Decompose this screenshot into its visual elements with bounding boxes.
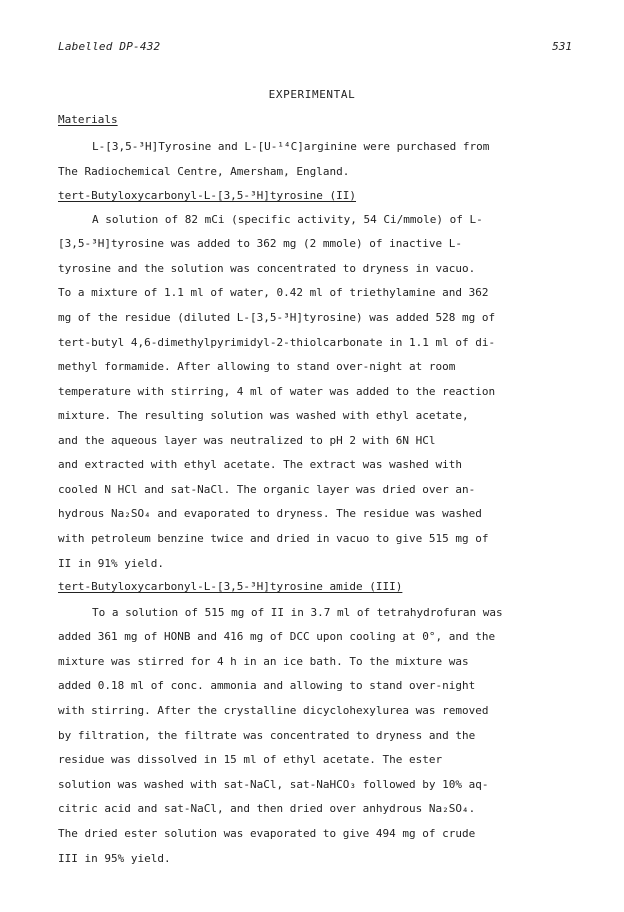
paragraph-line: by filtration, the filtrate was concentrated to dryness and the (58, 729, 476, 742)
paragraph-line: The dried ester solution was evaporated to give 494 mg of crude (58, 827, 476, 840)
materials-heading: Materials (58, 113, 118, 126)
paragraph-line: added 0.18 ml of conc. ammonia and allowing to stand over-night (58, 679, 476, 692)
paragraph-line: mixture. The resulting solution was washed with ethyl acetate, (58, 409, 469, 422)
section-title: EXPERIMENTAL (268, 88, 356, 101)
paragraph-line: hydrous Na₂SO₄ and evaporated to dryness. The residue was washed (58, 507, 482, 520)
page-number: 531 (552, 40, 572, 53)
paragraph-line: II in 91% yield. (58, 557, 164, 570)
paragraph-line: citric acid and sat-NaCl, and then dried over anhydrous Na₂SO₄. (58, 802, 476, 815)
paragraph-line: mg of the residue (diluted L-[3,5-³H]tyrosine) was added 528 mg of (58, 311, 496, 324)
paragraph-line: solution was washed with sat-NaCl, sat-NaHCO₃ followed by 10% aq- (58, 778, 489, 791)
paragraph-line: L-[3,5-³H]Tyrosine and L-[U-¹⁴C]arginine were purchased from (92, 140, 490, 153)
paragraph-line: mixture was stirred for 4 h in an ice bath. To the mixture was (58, 655, 469, 668)
paragraph-line: methyl formamide. After allowing to stand over-night at room (58, 360, 456, 373)
paragraph-line: temperature with stirring, 4 ml of water was added to the reaction (58, 385, 496, 398)
paragraph-line: A solution of 82 mCi (specific activity, 54 Ci/mmole) of L- (92, 213, 483, 226)
compound-ii-heading: tert-Butyloxycarbonyl-L-[3,5-³H]tyrosine (II) (58, 189, 357, 202)
paragraph-line: tert-butyl 4,6-dimethylpyrimidyl-2-thiolcarbonate in 1.1 ml of di- (58, 336, 496, 349)
paragraph-line: cooled N HCl and sat-NaCl. The organic layer was dried over an- (58, 483, 476, 496)
paragraph-line: and the aqueous layer was neutralized to pH 2 with 6N HCl (58, 434, 436, 447)
running-title: Labelled DP-432 (58, 40, 161, 53)
paragraph-line: added 361 mg of HONB and 416 mg of DCC upon cooling at 0°, and the (58, 630, 496, 643)
paragraph-line: tyrosine and the solution was concentrated to dryness in vacuo. (58, 262, 476, 275)
paragraph-line: The Radiochemical Centre, Amersham, England. (58, 165, 350, 178)
paragraph-line: with petroleum benzine twice and dried in vacuo to give 515 mg of (58, 532, 489, 545)
paragraph-line: residue was dissolved in 15 ml of ethyl acetate. The ester (58, 753, 443, 766)
paragraph-line: To a solution of 515 mg of II in 3.7 ml of tetrahydrofuran was (92, 606, 503, 619)
paragraph-line: To a mixture of 1.1 ml of water, 0.42 ml of triethylamine and 362 (58, 286, 489, 299)
paragraph-line: [3,5-³H]tyrosine was added to 362 mg (2 mmole) of inactive L- (58, 237, 462, 250)
compound-iii-heading: tert-Butyloxycarbonyl-L-[3,5-³H]tyrosine amide (III) (58, 580, 403, 593)
paragraph-line: with stirring. After the crystalline dicyclohexylurea was removed (58, 704, 489, 717)
paragraph-line: III in 95% yield. (58, 852, 171, 865)
paragraph-line: and extracted with ethyl acetate. The extract was washed with (58, 458, 462, 471)
